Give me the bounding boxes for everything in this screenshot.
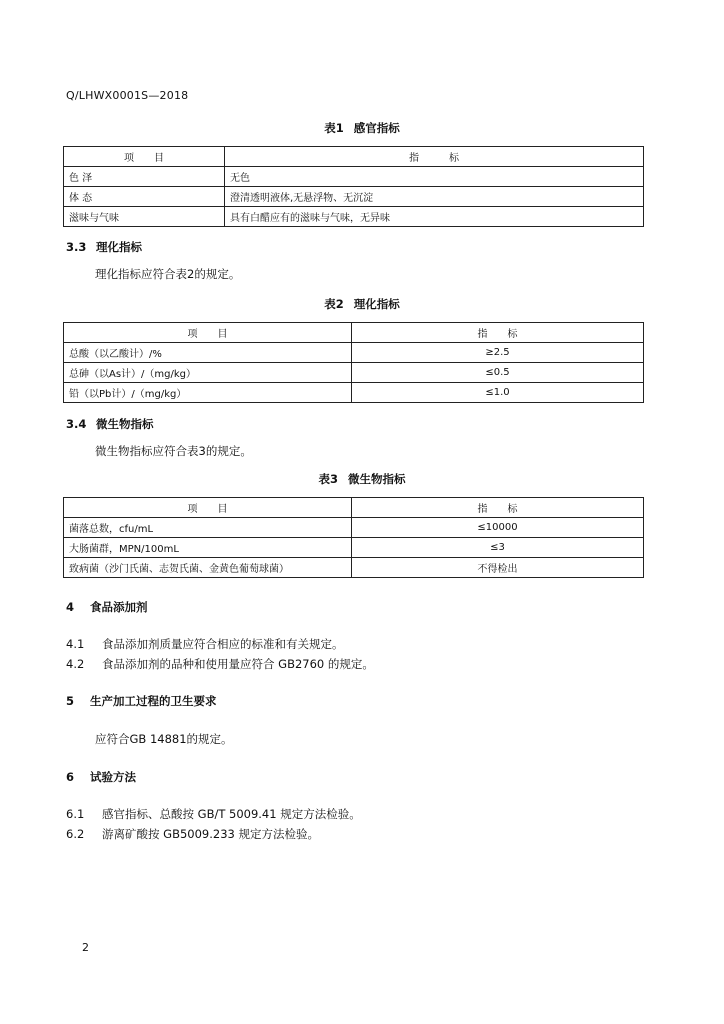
table-header-row bbox=[64, 147, 644, 167]
table-row bbox=[64, 167, 644, 187]
section-5-text: 应符合GB 14881的规定。 bbox=[95, 732, 233, 746]
row-value: ≥2.5 bbox=[352, 343, 644, 363]
table-row bbox=[64, 518, 644, 538]
section-5-heading bbox=[66, 693, 217, 709]
row-value: ≤1.0 bbox=[352, 383, 644, 403]
row-item: 色 泽 bbox=[64, 167, 225, 187]
clause-number: 4.1 bbox=[66, 637, 85, 651]
section-6-heading bbox=[66, 769, 136, 785]
section-3-3-text: 理化指标应符合表2的规定。 bbox=[95, 267, 241, 281]
table-row bbox=[64, 538, 644, 558]
clause-number: 6.2 bbox=[66, 827, 85, 841]
row-item: 总砷（以As计）/（mg/kg） bbox=[64, 363, 352, 383]
physicochemical-table bbox=[63, 322, 644, 403]
section-3-4-text: 微生物指标应符合表3的规定。 bbox=[95, 444, 252, 458]
column-header-index: 指 标 bbox=[352, 323, 644, 343]
row-value: ≤10000 bbox=[352, 518, 644, 538]
column-header-index: 指 标 bbox=[225, 147, 644, 167]
clause-6-2 bbox=[66, 826, 319, 842]
section-title: 食品添加剂 bbox=[90, 600, 148, 614]
table-row bbox=[64, 558, 644, 578]
row-item: 大肠菌群，MPN/100mL bbox=[64, 538, 352, 558]
sensory-table bbox=[63, 146, 644, 227]
table-row bbox=[64, 363, 644, 383]
section-title: 理化指标 bbox=[96, 240, 142, 254]
table-row bbox=[64, 383, 644, 403]
clause-text: 感官指标、总酸按 GB/T 5009.41 规定方法检验。 bbox=[102, 807, 361, 821]
table2-caption-title: 理化指标 bbox=[353, 297, 400, 311]
column-header-index: 指 标 bbox=[352, 498, 644, 518]
microbial-table bbox=[63, 497, 644, 578]
row-value: ≤0.5 bbox=[352, 363, 644, 383]
table3-caption-title: 微生物指标 bbox=[348, 472, 406, 486]
table1-caption bbox=[0, 120, 724, 136]
clause-number: 4.2 bbox=[66, 657, 85, 671]
page-number: 2 bbox=[82, 941, 89, 954]
section-3-3-heading bbox=[66, 239, 142, 255]
row-value: 无色 bbox=[225, 167, 644, 187]
table-row bbox=[64, 343, 644, 363]
section-title: 生产加工过程的卫生要求 bbox=[90, 694, 217, 708]
row-value: ≤3 bbox=[352, 538, 644, 558]
row-value: 澄清透明液体,无悬浮物、无沉淀 bbox=[225, 187, 644, 207]
table2-caption bbox=[0, 296, 724, 312]
section-4-heading bbox=[66, 599, 148, 615]
section-number: 6 bbox=[66, 770, 75, 784]
column-header-item: 项 目 bbox=[64, 147, 225, 167]
clause-text: 食品添加剂质量应符合相应的标准和有关规定。 bbox=[102, 637, 344, 651]
section-title: 试验方法 bbox=[90, 770, 136, 784]
table2-caption-number: 表2 bbox=[324, 297, 344, 311]
table-header-row bbox=[64, 323, 644, 343]
row-item: 致病菌（沙门氏菌、志贺氏菌、金黄色葡萄球菌） bbox=[64, 558, 352, 578]
table3-caption-number: 表3 bbox=[318, 472, 338, 486]
document-code: Q/LHWX0001S—2018 bbox=[66, 89, 189, 102]
clause-4-1 bbox=[66, 636, 344, 652]
column-header-item: 项 目 bbox=[64, 498, 352, 518]
section-number: 4 bbox=[66, 600, 75, 614]
table3-caption bbox=[0, 471, 724, 487]
section-title: 微生物指标 bbox=[96, 417, 154, 431]
row-item: 滋味与气味 bbox=[64, 207, 225, 227]
section-number: 5 bbox=[66, 694, 75, 708]
row-item: 菌落总数，cfu/mL bbox=[64, 518, 352, 538]
row-item: 体 态 bbox=[64, 187, 225, 207]
table-header-row bbox=[64, 498, 644, 518]
clause-number: 6.1 bbox=[66, 807, 85, 821]
clause-4-2 bbox=[66, 656, 374, 672]
clause-text: 食品添加剂的品种和使用量应符合 GB2760 的规定。 bbox=[102, 657, 374, 671]
row-value: 具有白醋应有的滋味与气味，无异味 bbox=[225, 207, 644, 227]
row-value: 不得检出 bbox=[352, 558, 644, 578]
table1-caption-title: 感官指标 bbox=[353, 121, 400, 135]
row-item: 铅（以Pb计）/（mg/kg） bbox=[64, 383, 352, 403]
table-row bbox=[64, 207, 644, 227]
section-number: 3.3 bbox=[66, 240, 87, 254]
section-3-4-heading bbox=[66, 416, 154, 432]
section-number: 3.4 bbox=[66, 417, 87, 431]
clause-6-1 bbox=[66, 806, 361, 822]
clause-text: 游离矿酸按 GB5009.233 规定方法检验。 bbox=[102, 827, 319, 841]
table1-caption-number: 表1 bbox=[324, 121, 344, 135]
table-row bbox=[64, 187, 644, 207]
row-item: 总酸（以乙酸计）/% bbox=[64, 343, 352, 363]
column-header-item: 项 目 bbox=[64, 323, 352, 343]
